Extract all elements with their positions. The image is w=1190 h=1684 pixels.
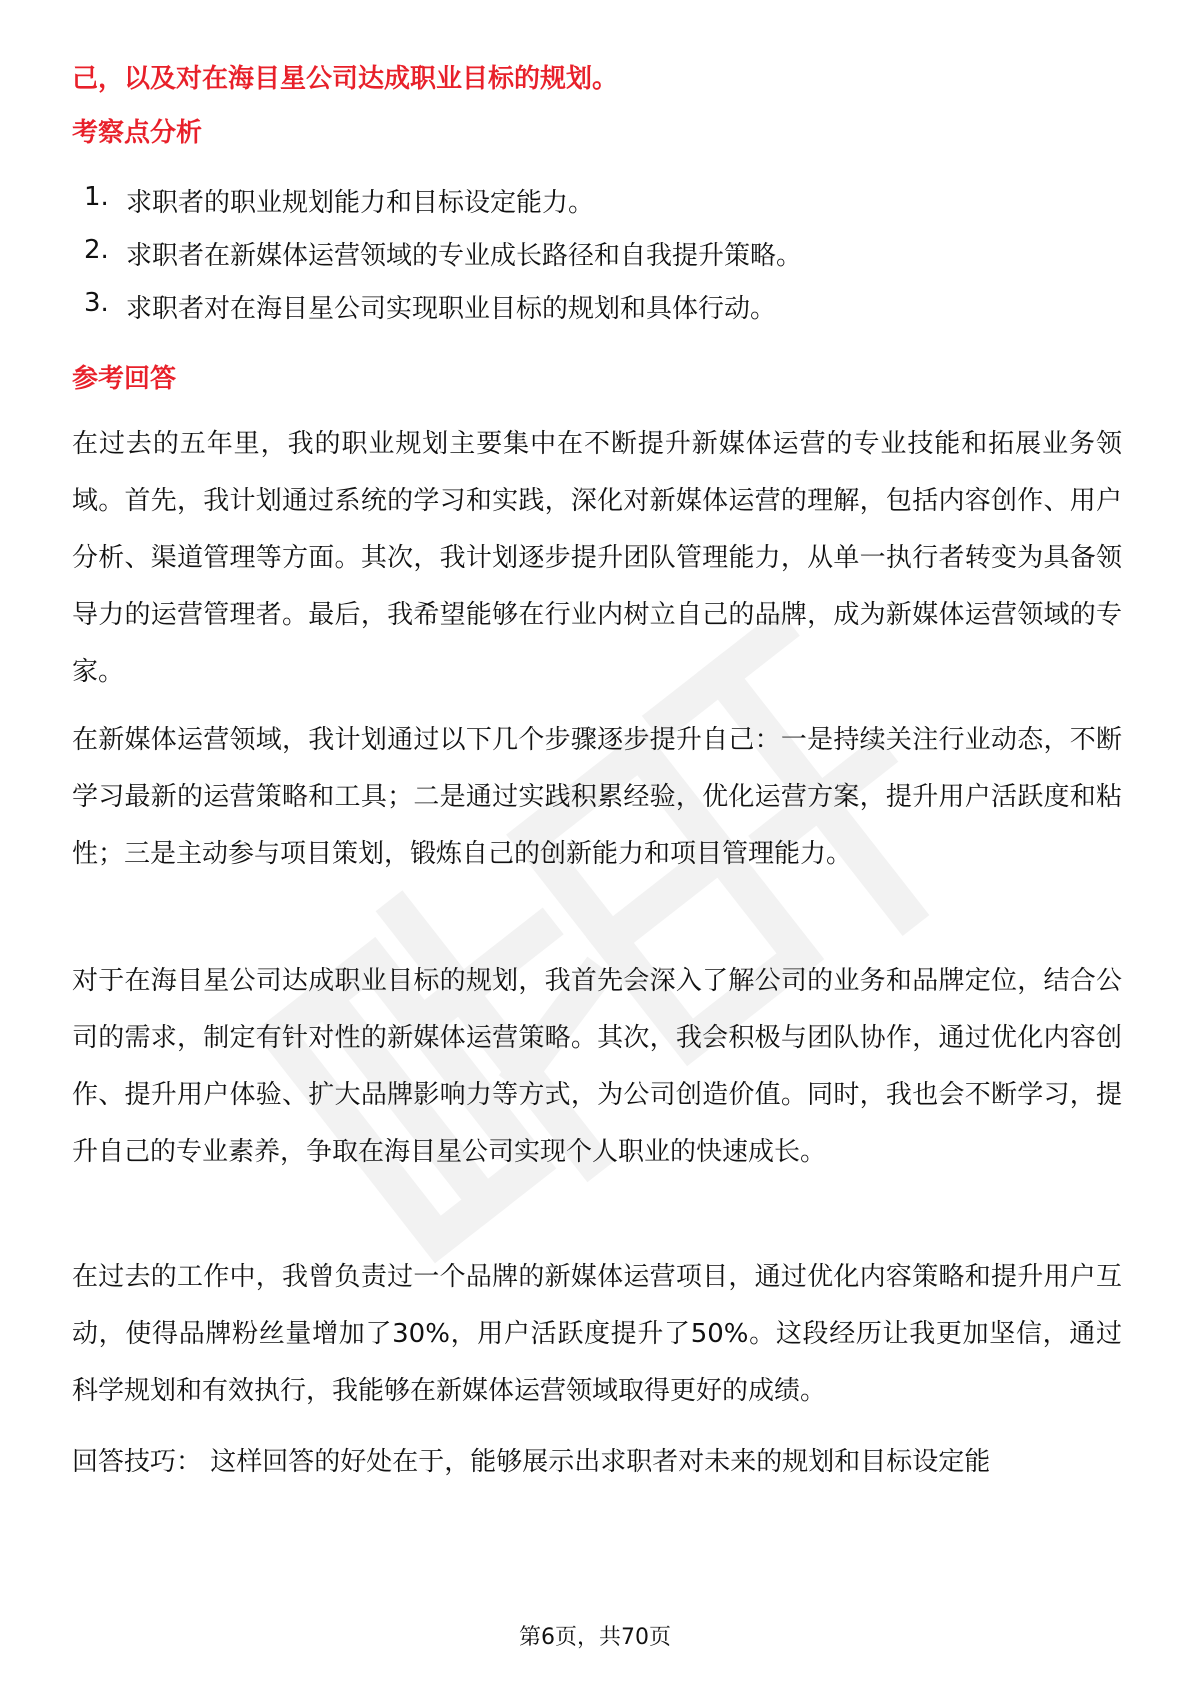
analysis-heading: 考察点分析	[72, 118, 203, 148]
answer-paragraph: 在新媒体运营领域，我计划通过以下几个步骤逐步提升自己：一是持续关注行业动态，不断学习最新的运营策略和工具；二是通过实践积累经验，优化运营方案，提升用户活跃度和粘性；三是主动参与项目策划，锻炼自己的创新能力和项目管理能力。	[72, 725, 1122, 869]
list-number: 2.	[84, 235, 109, 265]
answer-paragraph: 在过去的工作中，我曾负责过一个品牌的新媒体运营项目，通过优化内容策略和提升用户互动，使得品牌粉丝量增加了30%，用户活跃度提升了50%。这段经历让我更加坚信，通过科学规划和有效执行，我能够在新媒体运营领域取得更好的成绩。	[72, 1262, 1122, 1406]
answer-tip-line: 回答技巧： 这样回答的好处在于，能够展示出求职者对未来的规划和目标设定能	[72, 1447, 991, 1477]
list-item	[84, 182, 594, 219]
list-item	[84, 288, 776, 325]
answer-paragraph: 在过去的五年里，我的职业规划主要集中在不断提升新媒体运营的专业技能和拓展业务领域。首先，我计划通过系统的学习和实践，深化对新媒体运营的理解，包括内容创作、用户分析、渠道管理等方面。其次，我计划逐步提升团队管理能力，从单一执行者转变为具备领导力的运营管理者。最后，我希望能够在行业内树立自己的品牌，成为新媒体运营领域的专家。	[72, 429, 1122, 687]
continued-question-text: 己，以及对在海目星公司达成职业目标的规划。	[72, 64, 619, 94]
list-text: 求职者对在海目星公司实现职业目标的规划和具体行动。	[126, 294, 777, 324]
answer-heading: 参考回答	[72, 364, 177, 394]
answer-paragraph: 对于在海目星公司达成职业目标的规划，我首先会深入了解公司的业务和品牌定位，结合公司的需求，制定有针对性的新媒体运营策略。其次，我会积极与团队协作，通过优化内容创作、提升用户体验、扩大品牌影响力等方式，为公司创造价值。同时，我也会不断学习，提升自己的专业素养，争取在海目星公司实现个人职业的快速成长。	[72, 966, 1122, 1167]
page-number: 第6页，共70页	[519, 1625, 671, 1650]
list-text: 求职者的职业规划能力和目标设定能力。	[126, 188, 595, 218]
list-text: 求职者在新媒体运营领域的专业成长路径和自我提升策略。	[126, 241, 803, 271]
list-item	[84, 235, 802, 272]
list-number: 1.	[84, 182, 109, 212]
list-number: 3.	[84, 288, 109, 318]
